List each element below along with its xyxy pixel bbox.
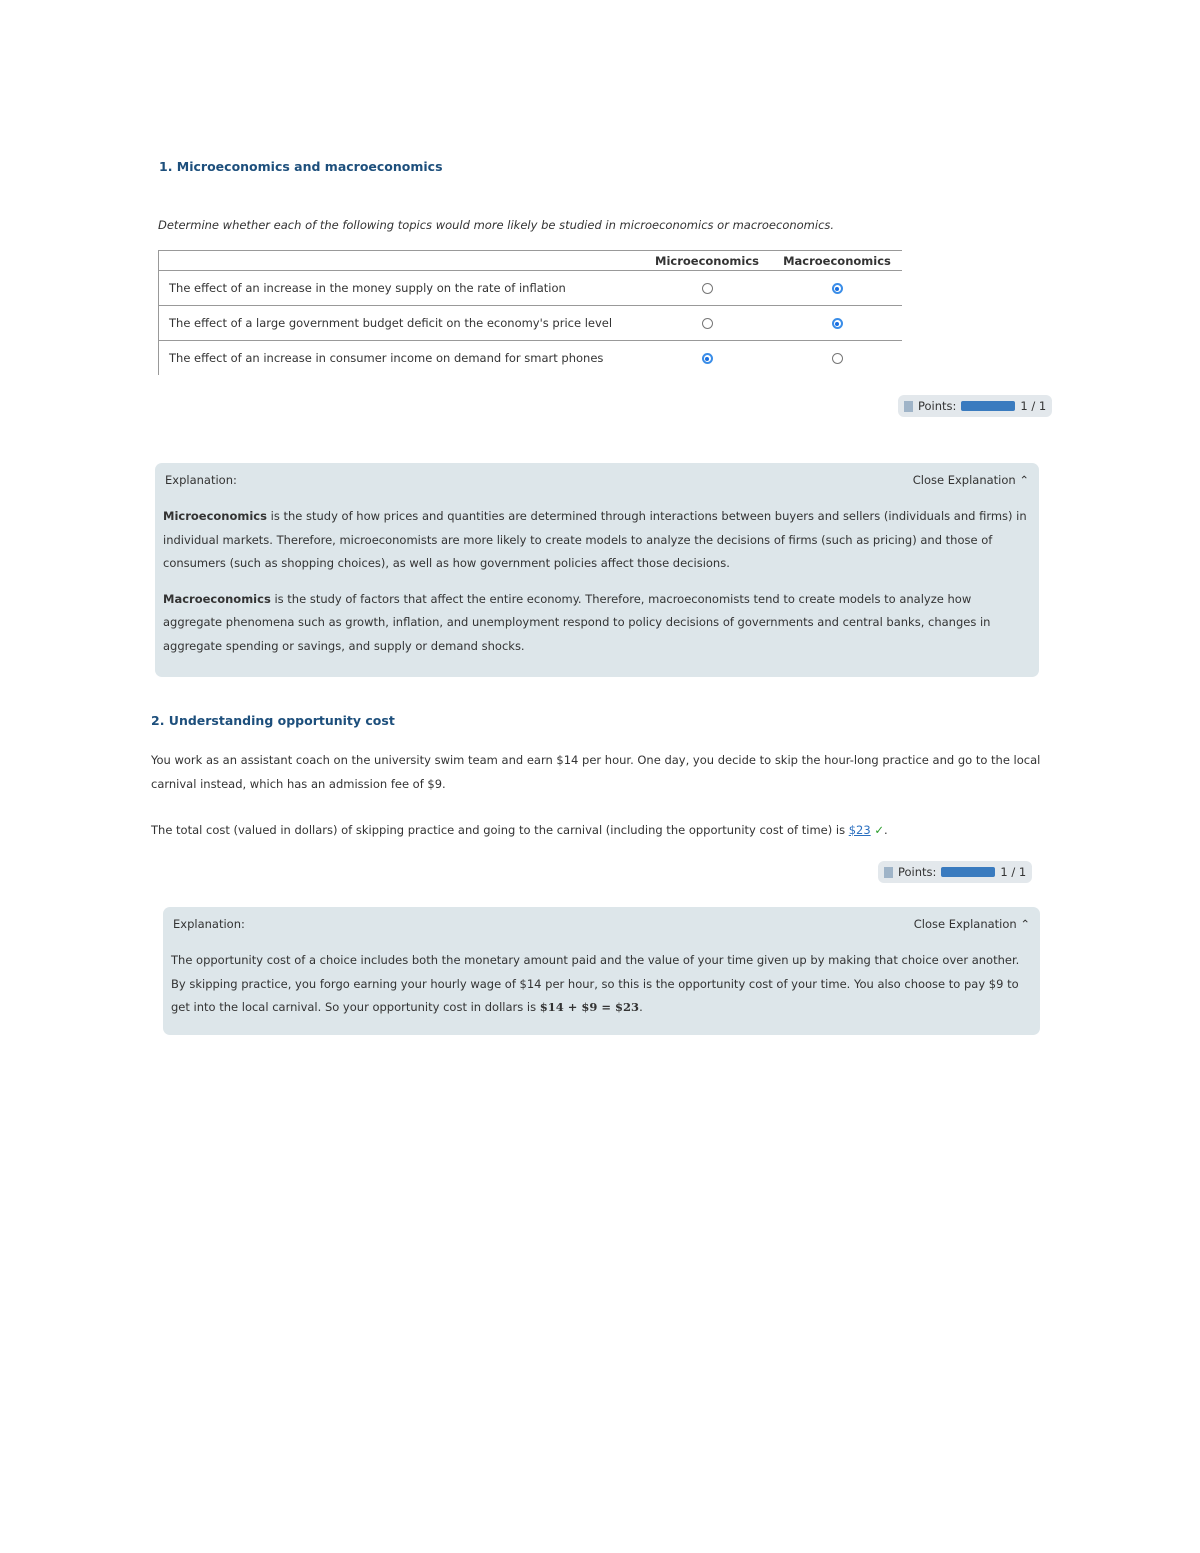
cell	[772, 271, 902, 306]
q1-table	[158, 250, 902, 375]
q2-explanation	[163, 907, 1040, 1035]
row-label: The effect of an increase in the money supply on the rate of inflation	[159, 271, 643, 306]
cell	[642, 341, 772, 376]
radio-macroeconomics[interactable]	[832, 318, 843, 329]
radio-macroeconomics[interactable]	[832, 353, 843, 364]
chevron-up-icon: ⌃	[1020, 917, 1030, 931]
q1-points-badge	[898, 395, 1052, 417]
q2-scenario: You work as an assistant coach on the university swim team and earn $14 per hour. One day, you decide to skip the hour-long practice and go to the local carnival instead, which has an admission fee of $9.	[151, 753, 1041, 791]
cell	[642, 271, 772, 306]
explanation-label: Explanation:	[173, 917, 245, 931]
q1-explanation	[155, 463, 1039, 677]
points-value: 1 / 1	[1020, 399, 1047, 413]
q1-instruction: Determine whether each of the following topics would more likely be studied in microeconomics or macroeconomics.	[158, 218, 835, 232]
close-explanation-button[interactable]	[913, 473, 1029, 487]
table-row	[159, 306, 903, 341]
radio-microeconomics[interactable]	[702, 283, 713, 294]
row-label: The effect of a large government budget deficit on the economy's price level	[159, 306, 643, 341]
term: Microeconomics	[163, 509, 267, 523]
chevron-up-icon: ⌃	[1019, 473, 1029, 487]
radio-microeconomics[interactable]	[702, 318, 713, 329]
explanation-label: Explanation:	[165, 473, 237, 487]
q2-question	[151, 818, 888, 842]
answer-field[interactable]: $23	[848, 823, 871, 837]
close-explanation-button[interactable]	[914, 917, 1030, 931]
row-label: The effect of an increase in consumer income on demand for smart phones	[169, 351, 604, 365]
table-row	[159, 271, 903, 306]
explanation-p2	[163, 588, 1031, 659]
text: The opportunity cost of a choice includes both the monetary amount paid and the value of your time given up by making that choice over another. By skipping practice, you forgo earning your hourly wage of $14 per hour, so this is the opportunity cost of your time. You also choose to pay $9 to get into the local carnival. So your opportunity cost in dollars is	[171, 953, 1020, 1014]
flag-icon	[904, 401, 913, 412]
col-micro: Microeconomics	[642, 251, 772, 271]
q1-title: 1. Microeconomics and macroeconomics	[159, 159, 443, 174]
cell	[772, 306, 902, 341]
close-label: Close Explanation	[912, 473, 1016, 487]
formula: $14 + $9 = $23	[539, 1000, 640, 1014]
explanation-text	[163, 949, 1040, 1020]
points-value: 1 / 1	[1000, 865, 1027, 879]
question-text: The total cost (valued in dollars) of skipping practice and going to the carnival (including the opportunity cost of time) is	[151, 823, 849, 837]
col-macro: Macroeconomics	[772, 251, 902, 271]
question-end: .	[883, 823, 888, 837]
table-row	[159, 341, 903, 376]
check-icon: ✓	[874, 823, 884, 837]
points-label: Points:	[918, 399, 957, 413]
points-label: Points:	[898, 865, 937, 879]
q2-points-badge	[878, 861, 1032, 883]
explanation-p1	[163, 505, 1031, 576]
text: is the study of factors that affect the entire economy. Therefore, macroeconomists tend to create models to analyze how aggregate phenomena such as growth, inflation, and unemployment respond to policy decisions of governments and central banks, changes in aggregate spending or savings, and supply or demand shocks.	[163, 591, 991, 653]
flag-icon	[884, 867, 893, 878]
text: is the study of how prices and quantities are determined through interactions between buyers and sellers (individuals and firms) in individual markets. Therefore, microeconomists are more likely to create models to analyze the decisions of firms (such as pricing) and those of consumers (such as shopping choices), as well as how government policies affect those decisions.	[163, 509, 1027, 570]
points-bar	[941, 867, 995, 877]
close-label: Close Explanation	[913, 917, 1017, 931]
header-blank	[159, 251, 643, 271]
cell	[642, 306, 772, 341]
points-bar	[961, 401, 1015, 411]
term: Macroeconomics	[163, 591, 271, 606]
radio-macroeconomics[interactable]	[832, 283, 843, 294]
radio-microeconomics[interactable]	[702, 353, 713, 364]
text-end: .	[639, 1000, 643, 1014]
cell	[772, 341, 902, 376]
q2-title: 2. Understanding opportunity cost	[151, 713, 395, 728]
